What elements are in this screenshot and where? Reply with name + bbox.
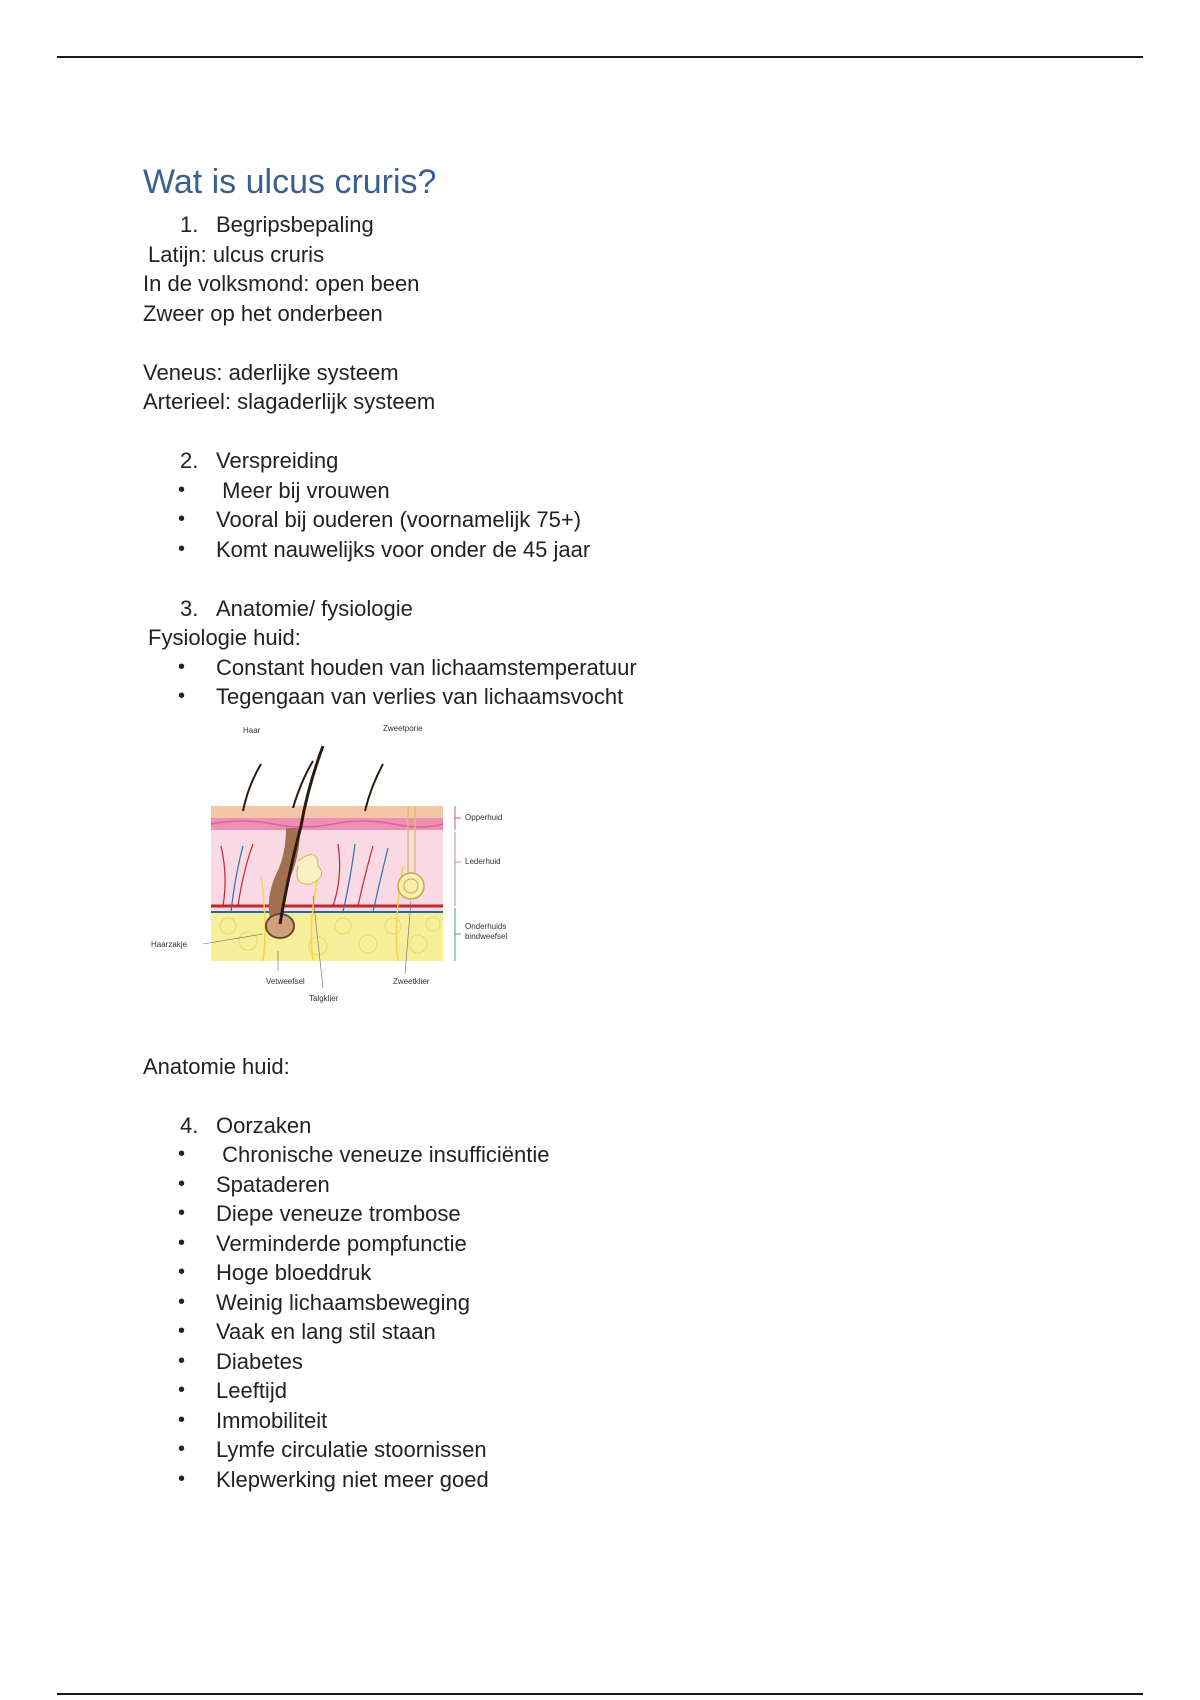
list-item (143, 1347, 1043, 1377)
list-item-text: Leeftijd (216, 1378, 287, 1403)
section-number: 3. (180, 595, 199, 621)
text-line: Arterieel: slagaderlijk systeem (143, 389, 436, 414)
list-item (143, 653, 1043, 683)
list-item-text: Weinig lichaamsbeweging (216, 1289, 470, 1315)
hair-small-3 (365, 764, 383, 811)
bullet-icon: • (178, 1408, 186, 1431)
list-item (143, 476, 1043, 506)
section-number: 1. (180, 212, 199, 237)
bullet-icon: • (178, 1379, 186, 1401)
bullet-icon: • (178, 1172, 186, 1195)
label-opperhuid: Opperhuid (465, 812, 503, 822)
list-item-text: Meer bij vrouwen (216, 477, 390, 503)
list-item (143, 682, 1043, 712)
list-item (143, 1288, 1043, 1318)
label-vetweefsel: Vetweefsel (266, 976, 305, 986)
label-onderhuids-1: Onderhuids (465, 921, 507, 931)
label-zweetporie: Zweetporie (383, 723, 423, 733)
oorzaken-list (143, 1140, 1043, 1494)
list-item-text: Constant houden van lichaamstemperatuur (216, 654, 637, 680)
section-heading-text: Anatomie/ fysiologie (216, 595, 413, 621)
bracket-opperhuid (455, 806, 461, 830)
list-item (143, 1435, 1043, 1465)
section-heading-4 (143, 1111, 1043, 1141)
bullet-icon: • (178, 685, 186, 707)
list-item (143, 1199, 1043, 1229)
list-item-text: Komt nauwelijks voor onder de 45 jaar (216, 536, 591, 562)
list-item-text: Tegengaan van verlies van lichaamsvocht (216, 684, 624, 709)
list-item-text: Verminderde pompfunctie (216, 1230, 467, 1256)
skin-anatomy-figure (143, 723, 663, 1026)
label-talgklier: Talgklier (309, 993, 339, 1003)
section-number: 2. (180, 448, 199, 473)
list-item-text: Chronische veneuze insufficiëntie (216, 1142, 550, 1167)
hair-small-1 (243, 764, 261, 811)
list-item-text: Klepwerking niet meer goed (216, 1466, 489, 1492)
section-number: 4. (180, 1112, 199, 1138)
section-heading-text: Begripsbepaling (216, 212, 374, 237)
list-item-text: Spataderen (216, 1171, 330, 1197)
list-item (143, 1140, 1043, 1170)
section-heading-1 (143, 210, 1043, 240)
label-haar: Haar (243, 725, 261, 735)
bullet-icon: • (178, 655, 186, 678)
bracket-lederhuid (455, 832, 461, 906)
bullet-icon: • (178, 1320, 186, 1342)
text-line: Veneus: aderlijke systeem (143, 359, 399, 385)
bullet-icon: • (178, 1290, 186, 1313)
list-item (143, 1170, 1043, 1200)
list-item-text: Diepe veneuze trombose (216, 1201, 461, 1226)
text-line: Latijn: ulcus cruris (148, 241, 325, 267)
bullet-icon: • (178, 537, 186, 560)
bullet-icon: • (178, 1467, 186, 1490)
list-item (143, 1465, 1043, 1495)
bullet-icon: • (178, 1231, 186, 1254)
list-item (143, 1317, 1043, 1347)
bullet-icon: • (178, 1143, 186, 1165)
label-zweetklier: Zweetklier (393, 976, 430, 986)
list-item (143, 1406, 1043, 1436)
bullet-icon: • (178, 1349, 186, 1372)
sweat-gland (398, 873, 424, 899)
list-item-text: Diabetes (216, 1348, 303, 1374)
text-line: In de volksmond: open been (143, 271, 420, 296)
bullet-icon: • (178, 478, 186, 501)
bullet-icon: • (178, 1202, 186, 1224)
list-item (143, 1258, 1043, 1288)
label-haarzakje: Haarzakje (151, 939, 188, 949)
label-onderhuids-2: bindweefsel (465, 931, 508, 941)
bullet-icon: • (178, 1261, 186, 1283)
list-item (143, 1376, 1043, 1406)
subheading: Fysiologie huid: (148, 625, 301, 650)
bullet-icon: • (178, 508, 186, 530)
label-lederhuid: Lederhuid (465, 856, 501, 866)
footer-rule (57, 1693, 1143, 1695)
anatomie-label: Anatomie huid: (143, 1053, 290, 1079)
list-item (143, 1229, 1043, 1259)
bullet-icon: • (178, 1438, 186, 1460)
list-item-text: Lymfe circulatie stoornissen (216, 1437, 487, 1462)
section-heading-text: Verspreiding (216, 448, 339, 473)
list-item (143, 505, 1043, 535)
section-heading-3 (143, 594, 1043, 624)
list-item-text: Vooral bij ouderen (voornamelijk 75+) (216, 507, 582, 532)
list-item-text: Immobiliteit (216, 1407, 328, 1433)
page-title: Wat is ulcus cruris? (143, 163, 437, 201)
header-rule (57, 56, 1143, 58)
document-body (143, 160, 1043, 1494)
section-heading-2 (143, 446, 1043, 476)
section-heading-text: Oorzaken (216, 1112, 312, 1138)
list-item-text: Hoge bloeddruk (216, 1260, 372, 1285)
list-item-text: Vaak en lang stil staan (216, 1319, 436, 1344)
list-item (143, 535, 1043, 565)
text-line: Zweer op het onderbeen (143, 300, 383, 326)
bracket-onderhuids (455, 908, 461, 961)
